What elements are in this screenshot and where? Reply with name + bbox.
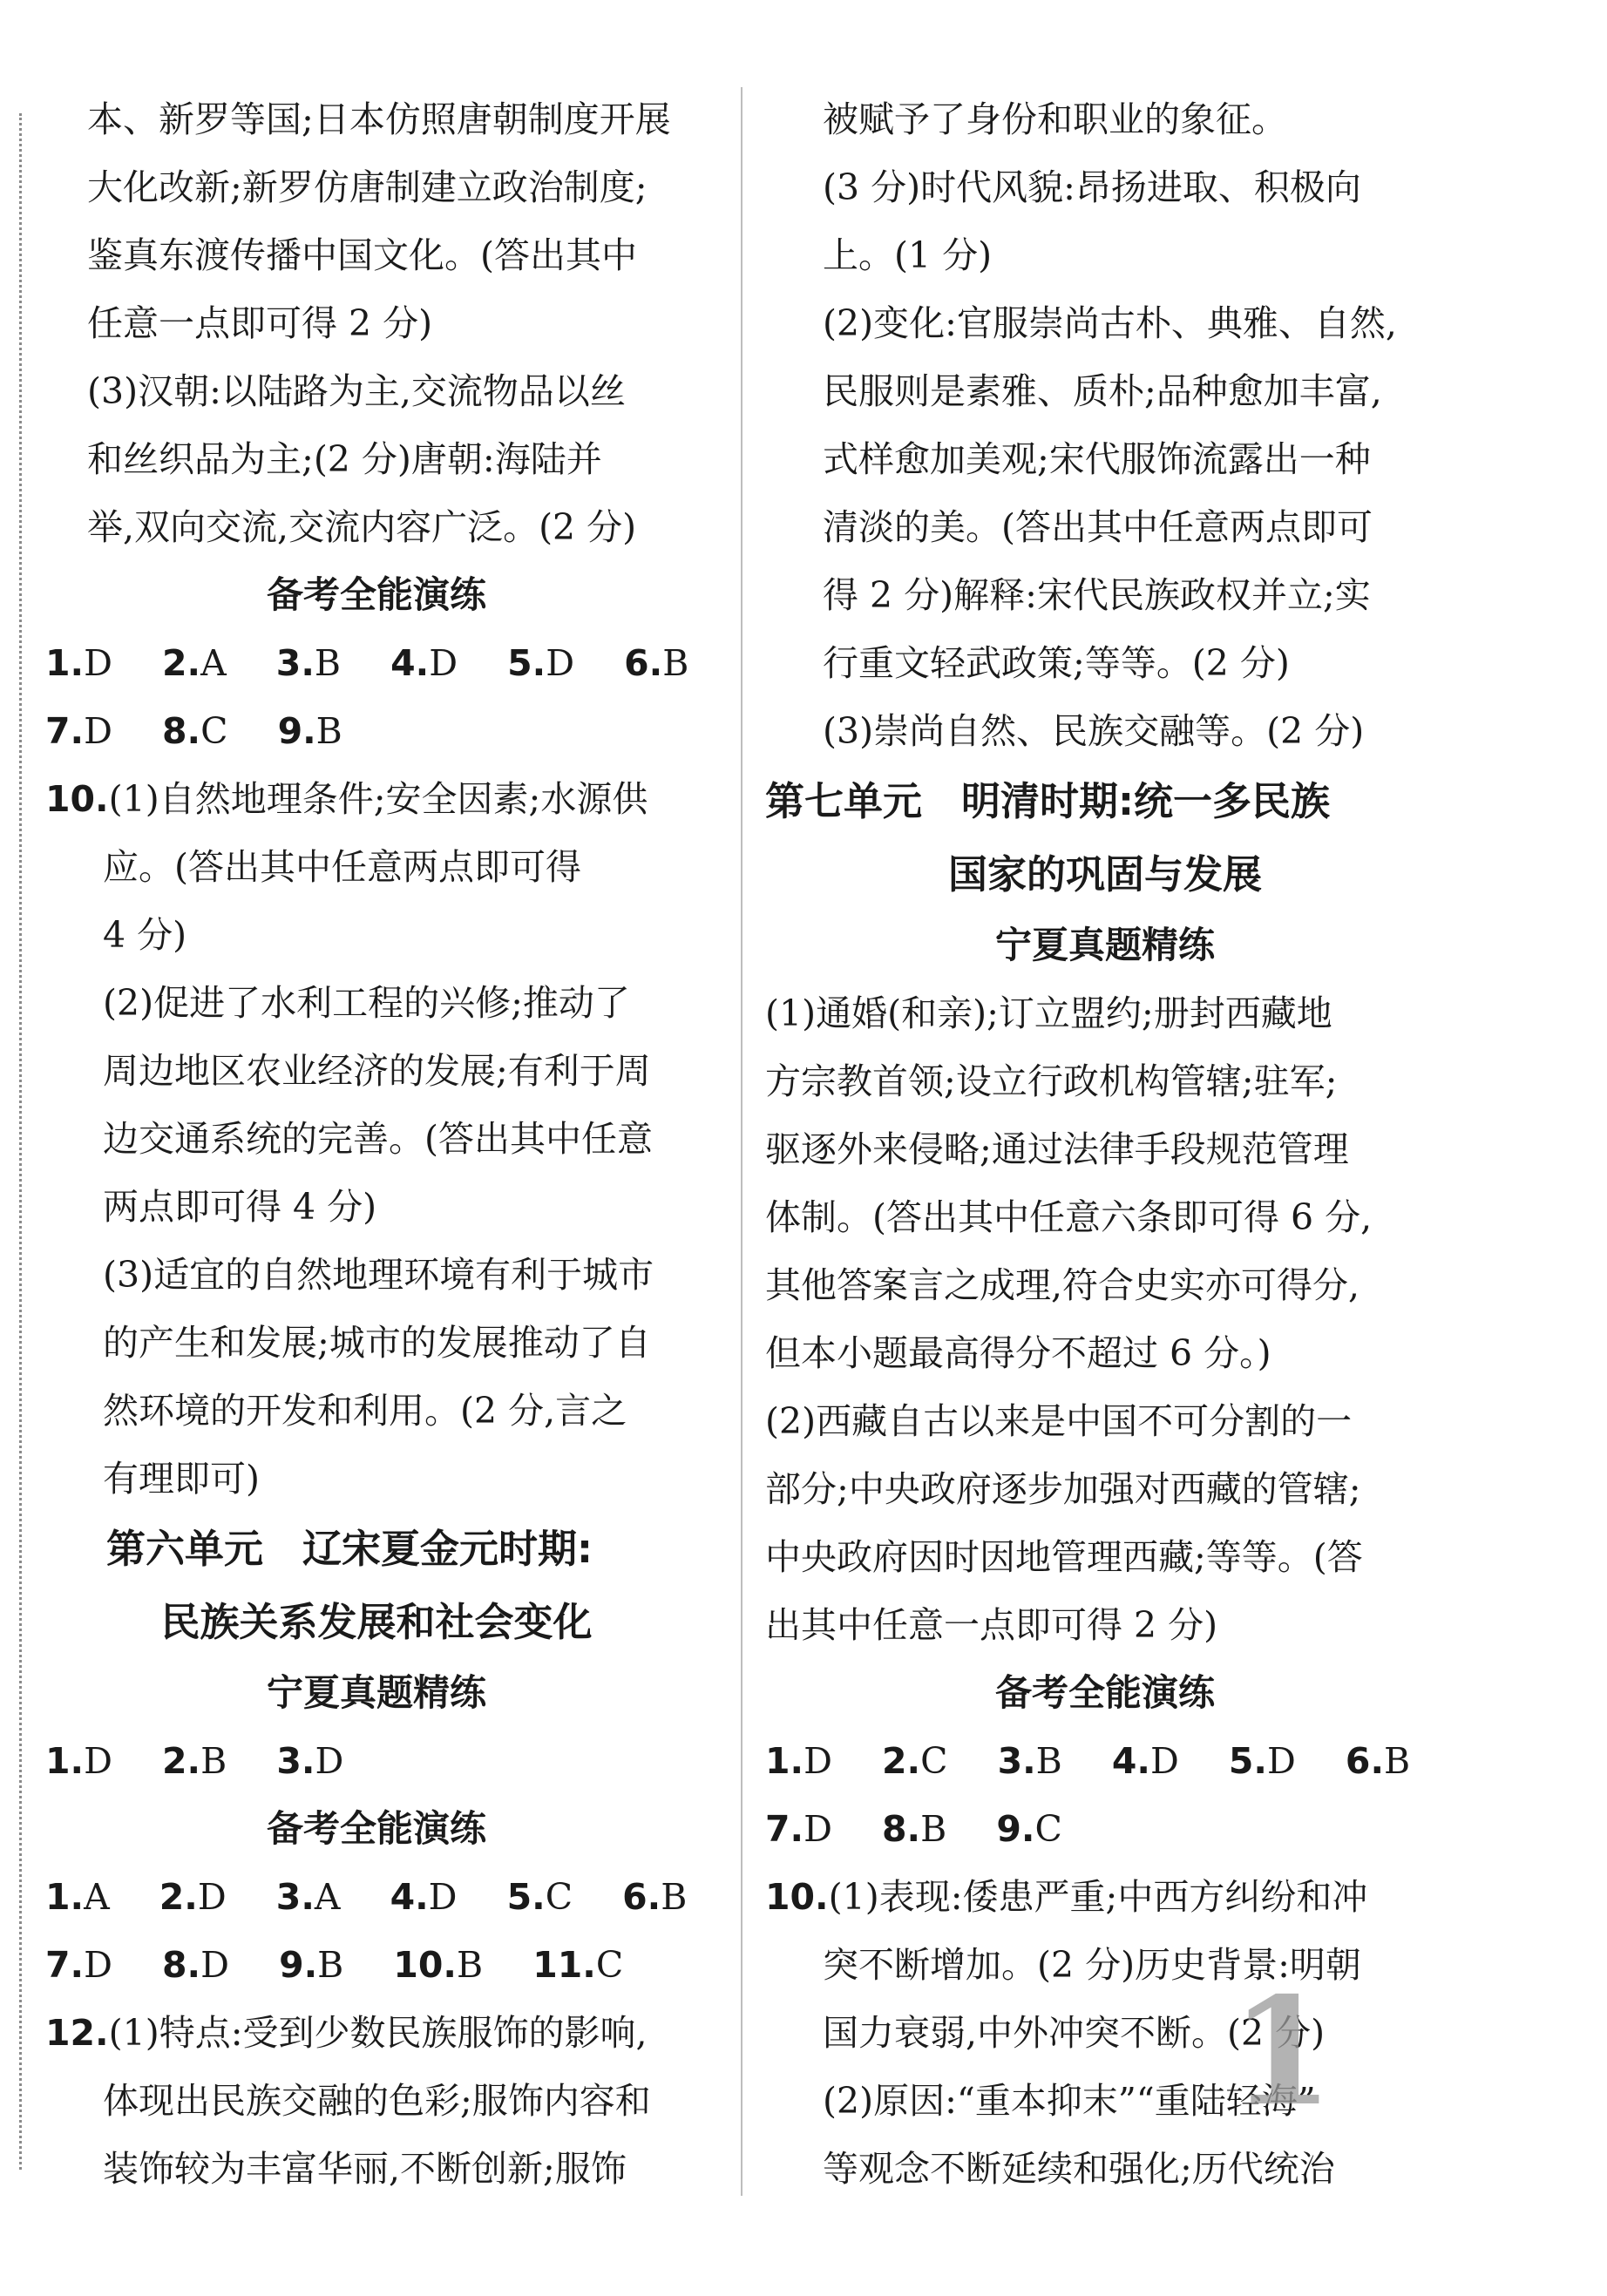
text-line: 出其中任意一点即可得 2 分) [765,1604,1218,1646]
text-line: 民服则是素雅、质朴;品种愈加丰富, [823,370,1382,412]
answer-item: 1.D [45,1740,112,1782]
page-number: 1 [1231,1965,1334,2139]
section-title: 备考全能演练 [994,1671,1215,1714]
answer-item: 3.D [276,1740,344,1782]
answer-item: 10.B [393,1944,484,1986]
answer-item: 6.B [1345,1740,1411,1782]
text-line: (3 分)时代风貌:昂扬进取、积极向 [823,166,1361,208]
text-line: 得 2 分)解释:宋代民族政权并立;实 [823,574,1371,616]
text-line: 驱逐外来侵略;通过法律手段规范管理 [765,1128,1349,1170]
text-line: 和丝织品为主;(2 分)唐朝:海陆并 [87,438,602,480]
text-line: 大化改新;新罗仿唐制建立政治制度; [87,166,648,208]
text-line: 清淡的美。(答出其中任意两点即可 [823,506,1373,548]
text-line: 等观念不断延续和强化;历代统治 [823,2148,1335,2190]
question-12: 12.(1)特点:受到少数民族服饰的影响, [45,2012,648,2054]
text-line: 应。(答出其中任意两点即可得 [103,846,581,888]
text-line: 鉴真东渡传播中国文化。(答出其中 [87,234,637,276]
text-line: 但本小题最高得分不超过 6 分。) [765,1332,1271,1374]
text-line: 然环境的开发和利用。(2 分,言之 [103,1390,627,1432]
text-line: 体制。(答出其中任意六条即可得 6 分, [765,1196,1373,1238]
answer-row [45,697,708,765]
answer-item: 7.D [45,710,112,752]
column-divider [741,87,742,2196]
text-line: 突不断增加。(2 分)历史背景:明朝 [823,1944,1361,1986]
binding-dotted-line [19,113,22,2170]
right-column [765,85,1445,2203]
answer-row [45,629,708,697]
question-10: 10.(1)表现:倭患严重;中西方纠纷和冲 [765,1876,1368,1918]
answer-row [765,1795,1445,1863]
answer-item: 7.D [45,1944,112,1986]
answer-item: 7.D [765,1808,832,1850]
answer-item: 4.D [390,642,458,684]
text-line: 式样愈加美观;宋代服饰流露出一种 [823,438,1371,480]
text-line: 任意一点即可得 2 分) [87,302,433,344]
answer-item: 1.D [765,1740,832,1782]
text-line: (2)变化:官服崇尚古朴、典雅、自然, [823,302,1397,344]
answer-item: 1.A [45,1876,110,1918]
text-line: (3)汉朝:以陆路为主,交流物品以丝 [87,370,626,412]
unit-7-title-line-1: 第七单元 明清时期:统一多民族 [765,778,1330,824]
text-line: 4 分) [103,914,187,956]
answer-row [765,1727,1445,1795]
text-line: 两点即可得 4 分) [103,1186,377,1228]
unit-6-title-line-1: 第六单元 辽宋夏金元时期: [106,1526,593,1572]
answer-item: 2.A [162,642,227,684]
answer-item: 5.D [1228,1740,1296,1782]
answer-item: 11.C [532,1944,624,1986]
text-line: 的产生和发展;城市的发展推动了自 [103,1322,651,1364]
text-line: (2)西藏自古以来是中国不可分割的一 [765,1400,1353,1442]
answer-item: 9.B [277,710,342,752]
answer-item: 8.D [162,1944,230,1986]
answer-item: 8.B [882,1808,947,1850]
section-title: 宁夏真题精练 [994,924,1215,966]
section-title: 宁夏真题精练 [266,1671,486,1714]
text-line: (1)通婚(和亲);订立盟约;册封西藏地 [765,992,1332,1034]
text-line: (2)促进了水利工程的兴修;推动了 [103,982,630,1024]
text-line: 行重文轻武政策;等等。(2 分) [823,642,1290,684]
text-line: 周边地区农业经济的发展;有利于周 [103,1050,651,1092]
answer-row [45,1727,708,1795]
answer-item: 9.B [279,1944,344,1986]
answer-item: 3.A [275,1876,341,1918]
section-title: 备考全能演练 [266,573,486,616]
answer-item: 5.D [507,642,575,684]
unit-7-title-line-2: 国家的巩固与发展 [947,851,1262,897]
answer-item: 9.C [996,1808,1062,1850]
answer-item: 1.D [45,642,112,684]
section-title: 备考全能演练 [266,1807,486,1850]
text-line: 上。(1 分) [823,234,993,276]
text-line: 中央政府因时因地管理西藏;等等。(答 [765,1536,1363,1578]
unit-6-title-line-2: 民族关系发展和社会变化 [160,1599,593,1645]
text-line: 其他答案言之成理,符合史实亦可得分, [765,1264,1360,1306]
text-line: (2)原因:“重本抑末”“重陆轻海” [823,2080,1316,2122]
answer-item: 5.C [506,1876,573,1918]
answer-item: 3.B [275,642,342,684]
text-line: 装饰较为丰富华丽,不断创新;服饰 [103,2148,627,2190]
answer-item: 6.B [622,1876,688,1918]
answer-item: 8.C [162,710,228,752]
text-line: 本、新罗等国;日本仿照唐朝制度开展 [87,98,671,140]
question-number: 10. [765,1876,829,1918]
answer-row [45,1863,708,1931]
text-line: 体现出民族交融的色彩;服饰内容和 [103,2080,651,2122]
question-number: 12. [45,2012,109,2054]
text-line: (3)崇尚自然、民族交融等。(2 分) [823,710,1365,752]
text-line: 被赋予了身份和职业的象征。 [823,98,1287,140]
answer-item: 4.D [1111,1740,1179,1782]
text-line: 边交通系统的完善。(答出其中任意 [103,1118,653,1160]
text-line: 有理即可) [103,1458,260,1500]
left-column [45,85,708,2203]
answer-item: 3.B [997,1740,1062,1782]
text-line: 国力衰弱,中外冲突不断。(2 分) [823,2012,1326,2054]
answer-row [45,1931,708,1999]
answer-item: 2.B [162,1740,227,1782]
question-number: 10. [45,778,109,820]
text-line: 部分;中央政府逐步加强对西藏的管辖; [765,1468,1361,1510]
text-line: 举,双向交流,交流内容广泛。(2 分) [87,506,637,548]
question-10: 10.(1)自然地理条件;安全因素;水源供 [45,778,648,820]
text-line: 方宗教首领;设立行政机构管辖;驻军; [765,1060,1338,1102]
answer-item: 2.D [159,1876,227,1918]
answer-item: 2.C [882,1740,948,1782]
answer-item: 4.D [390,1876,458,1918]
text-line: (3)适宜的自然地理环境有利于城市 [103,1254,654,1296]
answer-item: 6.B [624,642,689,684]
